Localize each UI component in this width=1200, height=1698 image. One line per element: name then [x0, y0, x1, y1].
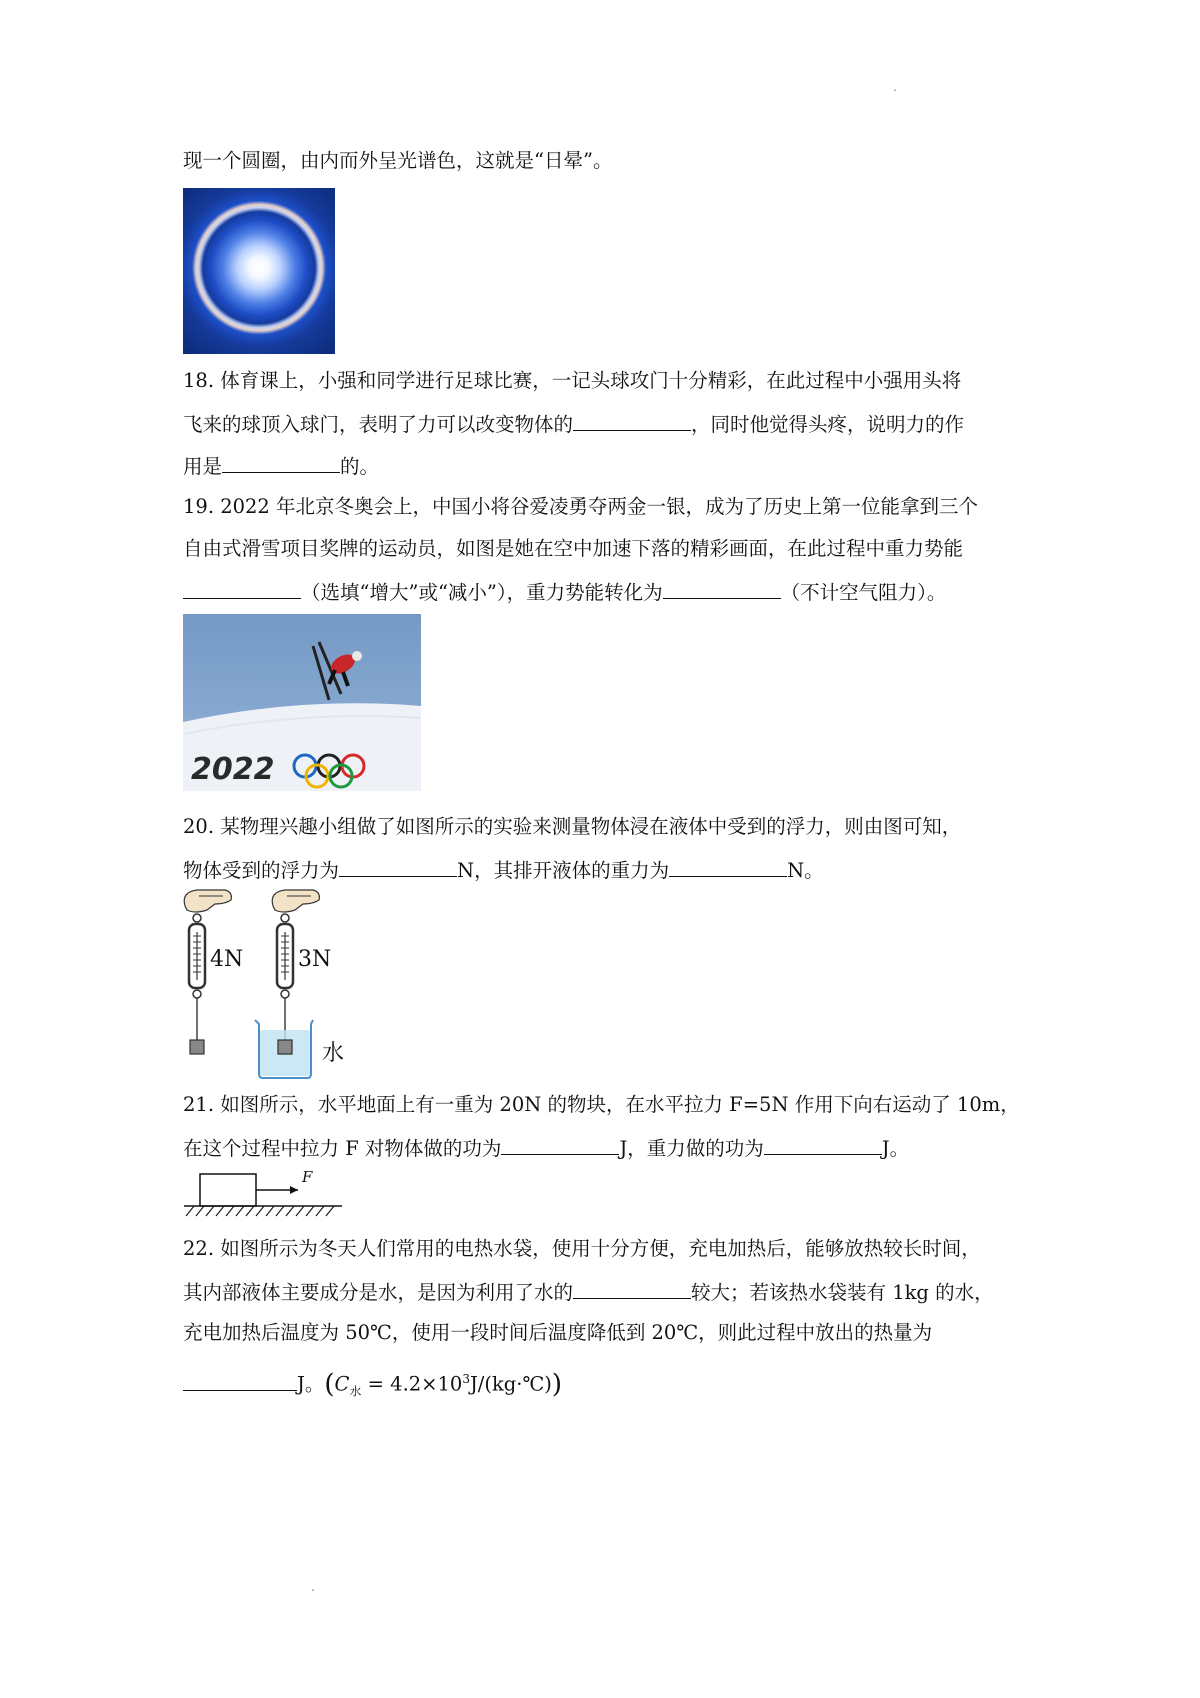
q20-text-b: N，其排开液体的重力为 [457, 859, 670, 882]
q19-text-b: （不计空气阻力）。 [780, 581, 947, 604]
q18-line-2 [183, 410, 964, 438]
block [200, 1174, 256, 1206]
q18-text-d: 的。 [340, 455, 380, 478]
q19-blank-1 [183, 578, 301, 599]
q21-blank-2 [764, 1134, 882, 1155]
olympic-year-text: 2022 [191, 752, 275, 787]
q18-text-c: 用是 [183, 455, 223, 478]
q22-blank-1 [573, 1278, 691, 1299]
q21-blank-1 [501, 1134, 619, 1155]
skier-figure [313, 642, 362, 700]
q20-line-2 [183, 856, 824, 884]
formula-close-paren: ) [551, 1369, 563, 1400]
q18-blank-1 [573, 410, 691, 431]
water-beaker [255, 1020, 344, 1078]
q18-text-b: ，同时他觉得头疼，说明力的作 [691, 413, 965, 436]
right-spring-scale [272, 890, 331, 1054]
block-force-figure [180, 1166, 350, 1222]
q22-line-4 [183, 1366, 562, 1404]
q21-line-1: 21. 如图所示，水平地面上有一重为 20N 的物块，在水平拉力 F=5N 作用下向右运动了 10m， [183, 1093, 1020, 1116]
q18-line-3 [183, 452, 379, 480]
q22-line-2 [183, 1278, 994, 1306]
q21-text-c: J。 [881, 1137, 910, 1160]
q20-text-a: 物体受到的浮力为 [183, 859, 340, 882]
q20-blank-1 [339, 856, 457, 877]
force-arrow [290, 1186, 298, 1194]
formula-sub: 水 [349, 1384, 362, 1399]
force-label: F [302, 1168, 313, 1186]
q19-line-1: 19. 2022 年北京冬奥会上，中国小将谷爱凌勇夺两金一银，成为了历史上第一位能拿到三个 [183, 495, 979, 518]
q22-text-a: 其内部液体主要成分是水，是因为利用了水的 [183, 1281, 574, 1304]
skier-photo [183, 614, 421, 791]
q19-line-2: 自由式滑雪项目奖牌的运动员，如图是她在空中加速下落的精彩画面，在此过程中重力势能 [183, 537, 964, 560]
formula-open-paren: ( [324, 1369, 335, 1400]
q18-blank-2 [222, 452, 340, 473]
formula-exp: 3 [462, 1372, 470, 1386]
q22-text-b: 较大；若该热水袋装有 1kg 的水， [691, 1281, 994, 1304]
spring-scale-figure [175, 884, 375, 1080]
q19-text-a: （选填“增大”或“减小”），重力势能转化为 [301, 581, 663, 604]
formula-unit: J/(kg·℃) [469, 1372, 552, 1396]
q22-text-c: J。 [297, 1372, 325, 1396]
left-spring-scale [184, 890, 243, 1054]
q21-line-2 [183, 1134, 909, 1162]
header-dot: . [893, 80, 897, 94]
q20-text-c: N。 [787, 859, 824, 882]
sun-halo-photo [183, 188, 335, 354]
q19-blank-2 [663, 578, 781, 599]
q18-line-1: 18. 体育课上，小强和同学进行足球比赛，一记头球攻门十分精彩，在此过程中小强用头将 [183, 369, 962, 392]
q21-text-a: 在这个过程中拉力 F 对物体做的功为 [183, 1137, 502, 1160]
intro-line: 现一个圆圈，由内而外呈光谱色，这就是“日晕”。 [183, 149, 613, 172]
footer-dot: . [311, 1580, 315, 1594]
q22-line-3: 充电加热后温度为 50℃，使用一段时间后温度降低到 20℃，则此过程中放出的热量为 [183, 1321, 933, 1344]
formula-eq: = 4.2×10 [361, 1372, 463, 1396]
q22-line-1: 22. 如图所示为冬天人们常用的电热水袋，使用十分方便，充电加热后，能够放热较长时间， [183, 1237, 981, 1260]
q20-line-1: 20. 某物理兴趣小组做了如图所示的实验来测量物体浸在液体中受到的浮力，则由图可知， [183, 815, 962, 838]
q21-text-b: J，重力做的功为 [619, 1137, 764, 1160]
q18-text-a: 飞来的球顶入球门，表明了力可以改变物体的 [183, 413, 574, 436]
q20-blank-2 [669, 856, 787, 877]
q22-blank-2 [183, 1370, 297, 1391]
ground-hatch [186, 1206, 334, 1216]
skier-photo-art [183, 614, 421, 791]
q19-line-3 [183, 578, 946, 606]
right-scale-reading: 3N [298, 947, 332, 972]
left-scale-reading: 4N [210, 947, 244, 972]
water-label: 水 [322, 1041, 345, 1066]
formula-c: C [334, 1372, 350, 1396]
